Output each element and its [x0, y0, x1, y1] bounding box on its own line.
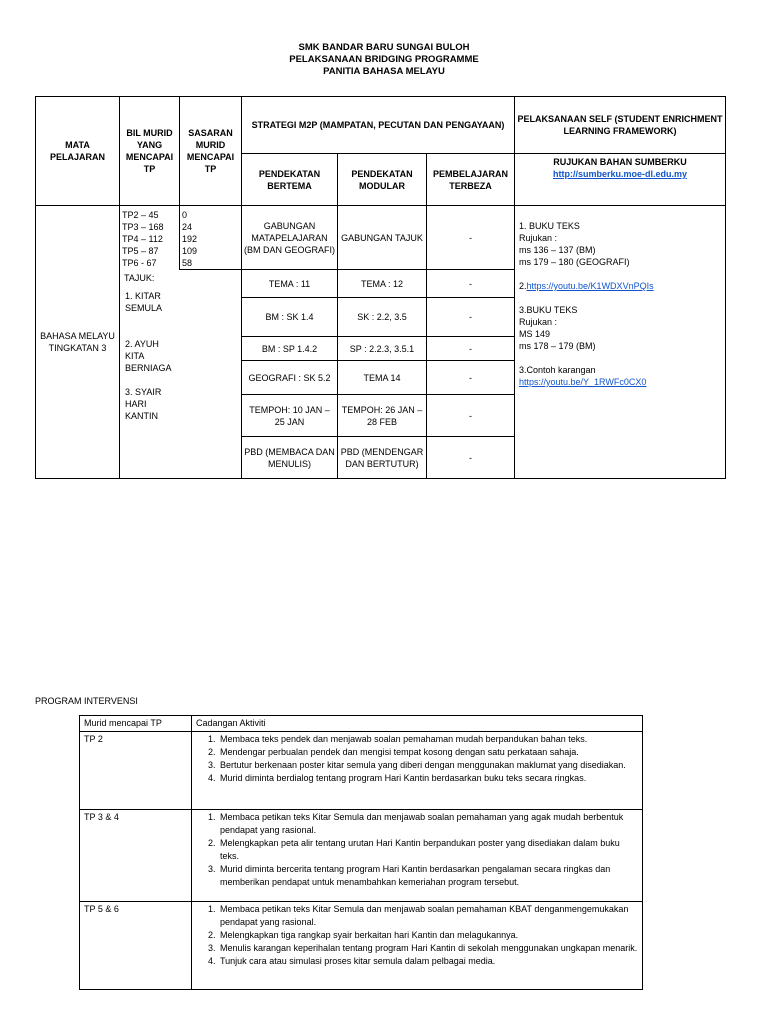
- modular-cell: TEMA 14: [338, 361, 427, 395]
- activity-item: 4. Murid diminta berdialog tentang program Hari Kantin berdasarkan buku teks secara ringkas.: [218, 772, 638, 785]
- activity-list: [196, 811, 638, 889]
- header-bil-murid: BIL MURID YANG MENCAPAI TP: [120, 97, 180, 206]
- tajuk-item: 2. AYUH KITA BERNIAGA: [125, 339, 172, 373]
- tp-count-list: [120, 206, 180, 270]
- doc-title-programme: PELAKSANAAN BRIDGING PROGRAMME: [289, 54, 479, 65]
- bertema-cell: TEMPOH: 10 JAN – 25 JAN: [242, 395, 338, 437]
- tajuk-item: 3. SYAIR HARI KANTIN: [125, 387, 162, 421]
- activity-item: 3. Bertutur berkenaan poster kitar semula yang diberi dengan menggunakan maklumat yang disediakan.: [218, 759, 638, 772]
- rujukan-1-label: Rujukan :: [519, 233, 558, 243]
- bertema-cell: BM : SP 1.4.2: [242, 337, 338, 361]
- rujukan-4-title: 3.Contoh karangan: [519, 365, 596, 375]
- tp-target: 109: [182, 246, 198, 256]
- intervention-table: [79, 715, 643, 990]
- youtube-link-1[interactable]: https://youtu.be/K1WDXVnPQIs: [526, 281, 654, 291]
- header-bertema: PENDEKATAN BERTEMA: [242, 154, 338, 206]
- bertema-cell: GEOGRAFI : SK 5.2: [242, 361, 338, 395]
- tp-level: TP 2: [80, 732, 192, 810]
- terbeza-cell: -: [427, 337, 515, 361]
- activity-item: 1. Membaca petikan teks Kitar Semula dan menjawab soalan pemahaman yang agak mudah berbentuk pendapat yang rasional.: [218, 811, 638, 837]
- modular-cell: SP : 2.2.3, 3.5.1: [338, 337, 427, 361]
- tajuk-cell: [120, 270, 242, 479]
- activity-list-cell: [192, 902, 643, 990]
- activity-list-cell: [192, 732, 643, 810]
- header-sasaran: SASARAN MURID MENCAPAI TP: [180, 97, 242, 206]
- activity-item: 2. Mendengar perbualan pendek dan mengisi tempat kosong dengan satu perkataan sahaja.: [218, 746, 638, 759]
- header-rujukan: [515, 154, 726, 206]
- doc-title-panel: PANITIA BAHASA MELAYU: [323, 66, 445, 77]
- modular-cell: GABUNGAN TAJUK: [338, 206, 427, 270]
- modular-cell: PBD (MENDENGAR DAN BERTUTUR): [338, 437, 427, 479]
- tajuk-item: 1. KITAR SEMULA: [125, 291, 163, 313]
- tp-target: 0: [182, 210, 188, 220]
- header-terbeza: PEMBELAJARAN TERBEZA: [427, 154, 515, 206]
- activity-list-cell: [192, 810, 643, 902]
- activity-item: 2. Melengkapkan peta alir tentang urutan Hari Kantin berpandukan poster yang disediakan dalam buku teks.: [218, 837, 638, 863]
- sumberku-link[interactable]: http://sumberku.moe-dl.edu.my: [552, 169, 687, 179]
- activity-item: 4. Tunjuk cara atau simulasi proses kitar semula dalam pelbagai media.: [218, 955, 638, 968]
- tp-count: TP4 – 112: [122, 234, 163, 244]
- bertema-cell: TEMA : 11: [242, 270, 338, 298]
- tp-count: TP5 – 87: [122, 246, 159, 256]
- rujukan-3-page: MS 149: [519, 329, 551, 339]
- rujukan-1-page-bm: ms 136 – 137 (BM): [519, 245, 596, 255]
- activity-item: 1. Membaca teks pendek dan menjawab soalan pemahaman mudah berpandukan bahan teks.: [218, 733, 638, 746]
- header-cadangan-aktiviti: Cadangan Aktiviti: [192, 716, 643, 732]
- subject-cell: BAHASA MELAYU TINGKATAN 3: [36, 206, 120, 479]
- terbeza-cell: -: [427, 361, 515, 395]
- rujukan-3-page-bm: ms 178 – 179 (BM): [519, 341, 596, 351]
- rujukan-1-page-geo: ms 179 – 180 (GEOGRAFI): [519, 257, 630, 267]
- modular-cell: TEMA : 12: [338, 270, 427, 298]
- bertema-cell: PBD (MEMBACA DAN MENULIS): [242, 437, 338, 479]
- modular-cell: TEMPOH: 26 JAN – 28 FEB: [338, 395, 427, 437]
- terbeza-cell: -: [427, 206, 515, 270]
- activity-list: [196, 903, 638, 968]
- bridging-table: [35, 96, 726, 479]
- tp-target: 24: [182, 222, 193, 232]
- tp-count: TP2 – 45: [122, 210, 159, 220]
- activity-item: 2. Melengkapkan tiga rangkap syair berkaitan hari Kantin dan melagukannya.: [218, 929, 638, 942]
- bertema-cell: GABUNGAN MATAPELAJARAN (BM DAN GEOGRAFI): [242, 206, 338, 270]
- rujukan-cell: [515, 206, 726, 479]
- activity-item: 3. Murid diminta bercerita tentang program Hari Kantin berdasarkan pengalaman secara ringkas dan memberikan pendapat untuk menambahkan kemeriahan program tersebut.: [218, 863, 638, 889]
- program-intervensi-label: PROGRAM INTERVENSI: [35, 696, 138, 706]
- rujukan-3-title: 3.BUKU TEKS: [519, 305, 578, 315]
- terbeza-cell: -: [427, 298, 515, 337]
- tp-target-list: [180, 206, 242, 270]
- modular-cell: SK : 2.2, 3.5: [338, 298, 427, 337]
- header-mata-pelajaran: MATA PELAJARAN: [36, 97, 120, 206]
- terbeza-cell: -: [427, 270, 515, 298]
- rujukan-1-title: 1. BUKU TEKS: [519, 221, 580, 231]
- youtube-link-2[interactable]: https://youtu.be/Y_1RWFc0CX0: [519, 377, 647, 387]
- header-pelaksanaan: PELAKSANAAN SELF (STUDENT ENRICHMENT LEARNING FRAMEWORK): [515, 97, 726, 154]
- activity-item: 3. Menulis karangan keperihalan tentang program Hari Kantin di sekolah menggunakan ungkapan menarik.: [218, 942, 638, 955]
- tp-level: TP 5 & 6: [80, 902, 192, 990]
- tp-level: TP 3 & 4: [80, 810, 192, 902]
- tajuk-heading: TAJUK:: [124, 273, 155, 283]
- tp-target: 192: [182, 234, 198, 244]
- terbeza-cell: -: [427, 395, 515, 437]
- header-murid-tp: Murid mencapai TP: [80, 716, 192, 732]
- terbeza-cell: -: [427, 437, 515, 479]
- rujukan-2-number: 2.: [519, 281, 527, 291]
- header-modular: PENDEKATAN MODULAR: [338, 154, 427, 206]
- tp-target: 58: [182, 258, 193, 268]
- rujukan-title: RUJUKAN BAHAN SUMBERKU: [553, 157, 687, 167]
- tp-count: TP3 – 168: [122, 222, 164, 232]
- header-strategi: STRATEGI M2P (MAMPATAN, PECUTAN DAN PENGAYAAN): [242, 97, 515, 154]
- bertema-cell: BM : SK 1.4: [242, 298, 338, 337]
- activity-list: [196, 733, 638, 785]
- tp-count: TP6 - 67: [122, 258, 157, 268]
- activity-item: 1. Membaca petikan teks Kitar Semula dan menjawab soalan pemahaman KBAT denganmengemukakan pendapat yang rasional.: [218, 903, 638, 929]
- rujukan-3-label: Rujukan :: [519, 317, 558, 327]
- doc-title-school: SMK BANDAR BARU SUNGAI BULOH: [298, 42, 470, 53]
